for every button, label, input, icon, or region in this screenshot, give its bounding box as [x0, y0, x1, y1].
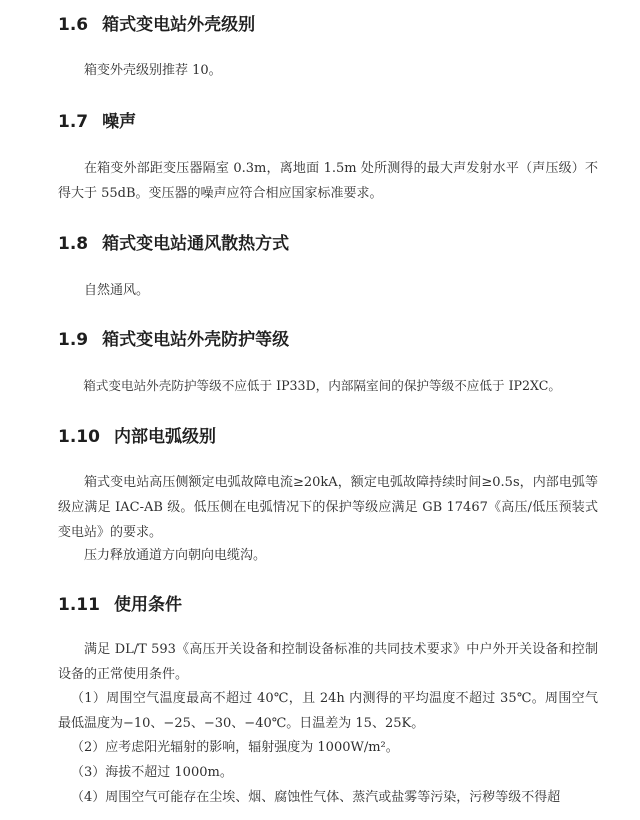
- section-number: 1.10: [58, 427, 100, 447]
- section-title: 噪声: [102, 112, 137, 132]
- section-heading-1-8: [58, 229, 289, 254]
- paragraph-ventilation: 自然通风。: [84, 283, 150, 298]
- section-title: 内部电弧级别: [113, 427, 216, 447]
- paragraph-arc-fault: 箱式变电站高压侧额定电弧故障电流≥20kA，额定电弧故障持续时间≥0.5s，内部电弧等级应满足 IAC-AB 级。低压侧在电弧情况下的保护等级应满足 GB 17467《高压/低压预装式变电站》的要求。: [58, 475, 598, 540]
- section-title: 箱式变电站外壳级别: [102, 15, 256, 35]
- section-number: 1.8: [58, 234, 89, 254]
- paragraph-pressure-relief: 压力释放通道方向朝向电缆沟。: [84, 548, 267, 563]
- section-heading-1-6: [58, 10, 255, 35]
- section-heading-1-10: [58, 422, 216, 447]
- section-number: 1.11: [58, 595, 100, 615]
- section-number: 1.7: [58, 112, 89, 132]
- list-item-temperature: （1）周围空气温度最高不超过 40℃，且 24h 内测得的平均温度不超过 35℃。周围空气最低温度为−10、−25、−30、−40℃。日温差为 15、25K。: [58, 691, 598, 731]
- paragraph-protection-grade: 箱式变电站外壳防护等级不应低于 IP33D，内部隔室间的保护等级不应低于 IP2XC。: [83, 378, 562, 393]
- section-heading-1-9: [58, 325, 289, 350]
- list-item-pollution: （4）周围空气可能存在尘埃、烟、腐蚀性气体、蒸汽或盐雾等污染，污秽等级不得超: [71, 790, 561, 805]
- section-number: 1.9: [58, 330, 89, 350]
- list-item-solar-radiation: （2）应考虑阳光辐射的影响，辐射强度为 1000W/m²。: [71, 740, 399, 755]
- section-title: 箱式变电站外壳防护等级: [102, 330, 290, 350]
- section-number: 1.6: [58, 15, 89, 35]
- section-title: 箱式变电站通风散热方式: [102, 234, 290, 254]
- paragraph-noise: 在箱变外部距变压器隔室 0.3m，离地面 1.5m 处所测得的最大声发射水平（声压级）不得大于 55dB。变压器的噪声应符合相应国家标准要求。: [58, 161, 598, 201]
- list-item-altitude: （3）海拔不超过 1000m。: [71, 765, 233, 780]
- section-heading-1-11: [58, 590, 182, 615]
- paragraph-service-conditions: 满足 DL/T 593《高压开关设备和控制设备标准的共同技术要求》中户外开关设备和控制设备的正常使用条件。: [58, 642, 598, 682]
- paragraph-enclosure-class: 箱变外壳级别推荐 10。: [84, 63, 222, 78]
- section-title: 使用条件: [113, 595, 182, 615]
- section-heading-1-7: [58, 107, 136, 132]
